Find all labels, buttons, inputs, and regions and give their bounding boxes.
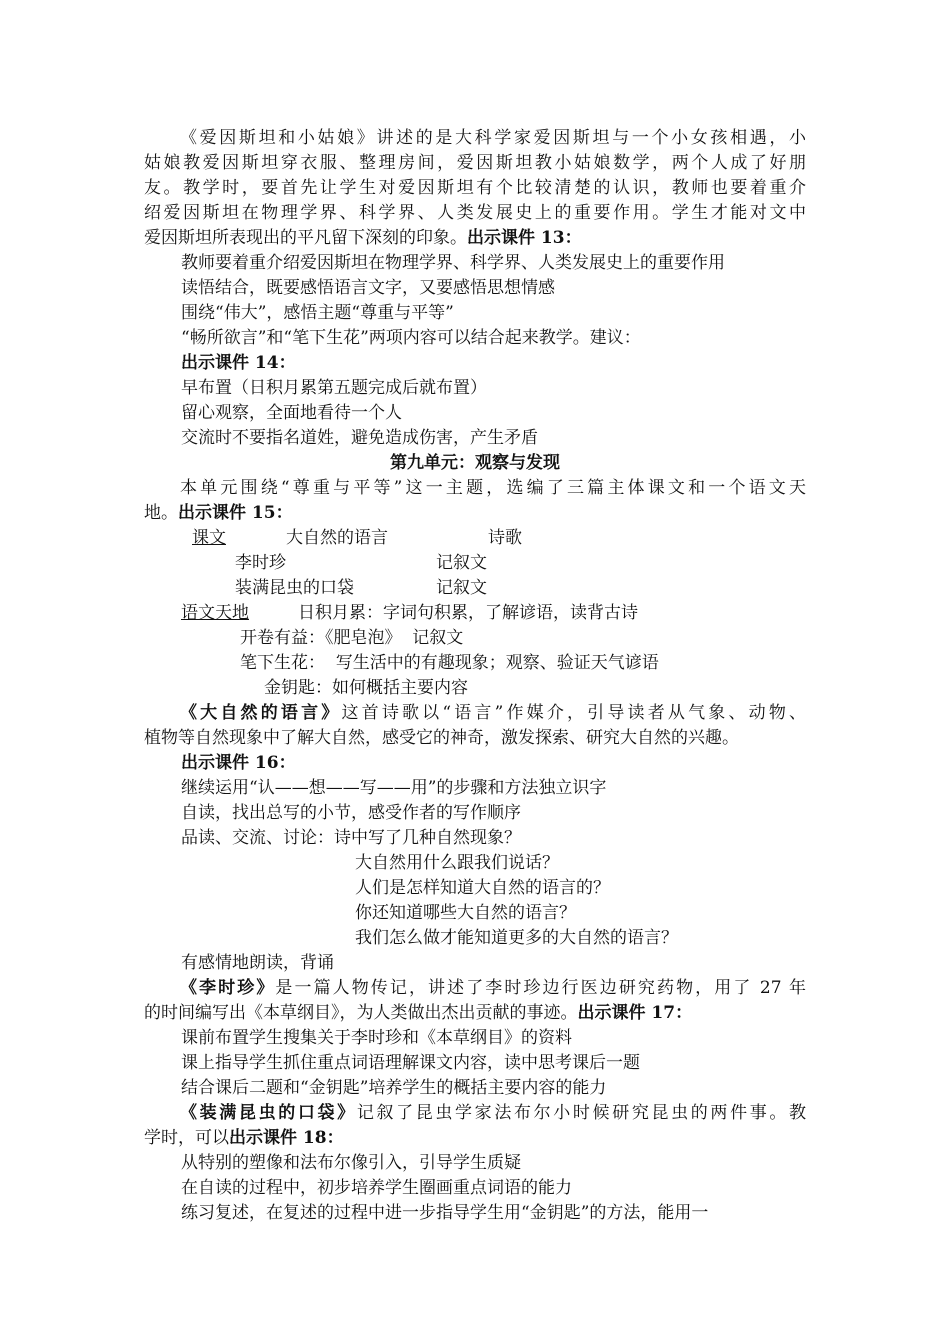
lesson1-question-3: 你还知道哪些大自然的语言？	[355, 903, 576, 923]
outline-kewen-item-1: 大自然的语言	[286, 528, 388, 548]
lesson3-point-2: 在自读的过程中，初步培养学生圈画重点词语的能力	[181, 1178, 572, 1198]
lesson2-point-2: 课上指导学生抓住重点词语理解课文内容，读中思考课后一题	[181, 1053, 640, 1073]
outline-tiandi-label: 语文天地	[181, 603, 249, 623]
outline-kewen-type-1: 诗歌	[488, 528, 522, 548]
lesson3-point-3: 练习复述，在复述的过程中进一步指导学生用“金钥匙”的方法，能用一	[181, 1203, 709, 1223]
unit-intro-line-2: 地。出示课件 15：	[144, 503, 293, 523]
point-13-1: 教师要着重介绍爱因斯坦在物理学界、科学界、人类发展史上的重要作用	[181, 253, 725, 273]
lesson2-point-3: 结合课后二题和“金钥匙”培养学生的概括主要内容的能力	[181, 1078, 607, 1098]
lesson1-point-3: 品读、交流、讨论：诗中写了几种自然现象？	[181, 828, 521, 848]
lesson1-line-1: 《大自然的语言》这首诗歌以“语言”作媒介，引导读者从气象、动物、	[144, 701, 806, 726]
show-courseware-13: 出示课件 13：	[467, 228, 582, 248]
lesson3-point-1: 从特别的塑像和法布尔像引入，引导学生质疑	[181, 1153, 521, 1173]
outline-tiandi-item-1: 日积月累：字词句积累，了解谚语，读背古诗	[298, 603, 638, 623]
lesson2-title: 《李时珍》	[180, 978, 276, 998]
lesson1-title: 《大自然的语言》	[180, 703, 342, 723]
lesson3-line-1: 《装满昆虫的口袋》记叙了昆虫学家法布尔小时候研究昆虫的两件事。教	[144, 1101, 806, 1126]
show-courseware-18: 出示课件 18：	[229, 1128, 344, 1148]
point-13-3: 围绕“伟大”，感悟主题“尊重与平等”	[181, 303, 454, 323]
lesson1-point-2: 自读，找出总写的小节，感受作者的写作顺序	[181, 803, 521, 823]
outline-kewen-type-2: 记叙文	[436, 553, 487, 573]
lesson1-point-1: 继续运用“认——想——写——用”的步骤和方法独立识字	[181, 778, 607, 798]
outline-kewen-item-2: 李时珍	[235, 553, 286, 573]
outline-kewen-item-3: 装满昆虫的口袋	[235, 578, 354, 598]
lesson3-line-2: 学时，可以出示课件 18：	[144, 1128, 344, 1148]
lesson1-question-1: 大自然用什么跟我们说话？	[355, 853, 559, 873]
lesson2-point-1: 课前布置学生搜集关于李时珍和《本草纲目》的资料	[181, 1028, 572, 1048]
outline-kewen-label: 课文	[192, 528, 226, 548]
outline-kewen-type-3: 记叙文	[436, 578, 487, 598]
lesson2-line-2: 的时间编写出《本草纲目》，为人类做出杰出贡献的事迹。出示课件 17：	[144, 1003, 693, 1023]
show-courseware-16: 出示课件 16：	[181, 753, 296, 773]
point-14-1: 早布置（日积月累第五题完成后就布置）	[181, 378, 487, 398]
lesson1-line-2: 植物等自然现象中了解大自然，感受它的神奇，激发探索、研究大自然的兴趣。	[144, 728, 739, 748]
outline-tiandi-item-2: 开卷有益：《肥皂泡》 记叙文	[240, 628, 464, 648]
intro-line-1: 《爱因斯坦和小姑娘》讲述的是大科学家爱因斯坦与一个小女孩相遇，小	[180, 128, 806, 148]
lesson1-last: 有感情地朗读，背诵	[181, 953, 334, 973]
lesson1-question-4: 我们怎么做才能知道更多的大自然的语言？	[355, 928, 678, 948]
lesson1-question-2: 人们是怎样知道大自然的语言的？	[355, 878, 610, 898]
intro-line-5: 爱因斯坦所表现出的平凡留下深刻的印象。出示课件 13：	[144, 228, 582, 248]
lesson3-title: 《装满昆虫的口袋》	[180, 1103, 357, 1123]
intro-line-3: 友。教学时，要首先让学生对爱因斯坦有个比较清楚的认识，教师也要着重介	[144, 178, 806, 198]
intro-line-2: 姑娘教爱因斯坦穿衣服、整理房间，爱因斯坦教小姑娘数学，两个人成了好朋	[144, 153, 806, 173]
lesson2-line-1: 《李时珍》是一篇人物传记，讲述了李时珍边行医边研究药物，用了 27 年	[144, 976, 806, 1001]
point-14-3: 交流时不要指名道姓，避免造成伤害，产生矛盾	[181, 428, 538, 448]
outline-tiandi-item-4: 金钥匙：如何概括主要内容	[264, 678, 468, 698]
intro-line-4: 绍爱因斯坦在物理学界、科学界、人类发展史上的重要作用。学生才能对文中	[144, 203, 806, 223]
unit-intro-line-1: 本单元围绕“尊重与平等”这一主题，选编了三篇主体课文和一个语文天	[180, 478, 806, 498]
point-14-2: 留心观察，全面地看待一个人	[181, 403, 402, 423]
show-courseware-17: 出示课件 17：	[577, 1003, 693, 1023]
combine-line: “畅所欲言”和“笔下生花”两项内容可以结合起来教学。建议：	[181, 328, 641, 348]
show-courseware-15: 出示课件 15：	[178, 503, 293, 523]
unit-title: 第九单元：观察与发现	[390, 453, 560, 473]
point-13-2: 读悟结合，既要感悟语言文字，又要感悟思想情感	[181, 278, 555, 298]
show-courseware-14: 出示课件 14：	[181, 353, 296, 373]
outline-tiandi-item-3: 笔下生花： 写生活中的有趣现象；观察、验证天气谚语	[240, 653, 659, 673]
